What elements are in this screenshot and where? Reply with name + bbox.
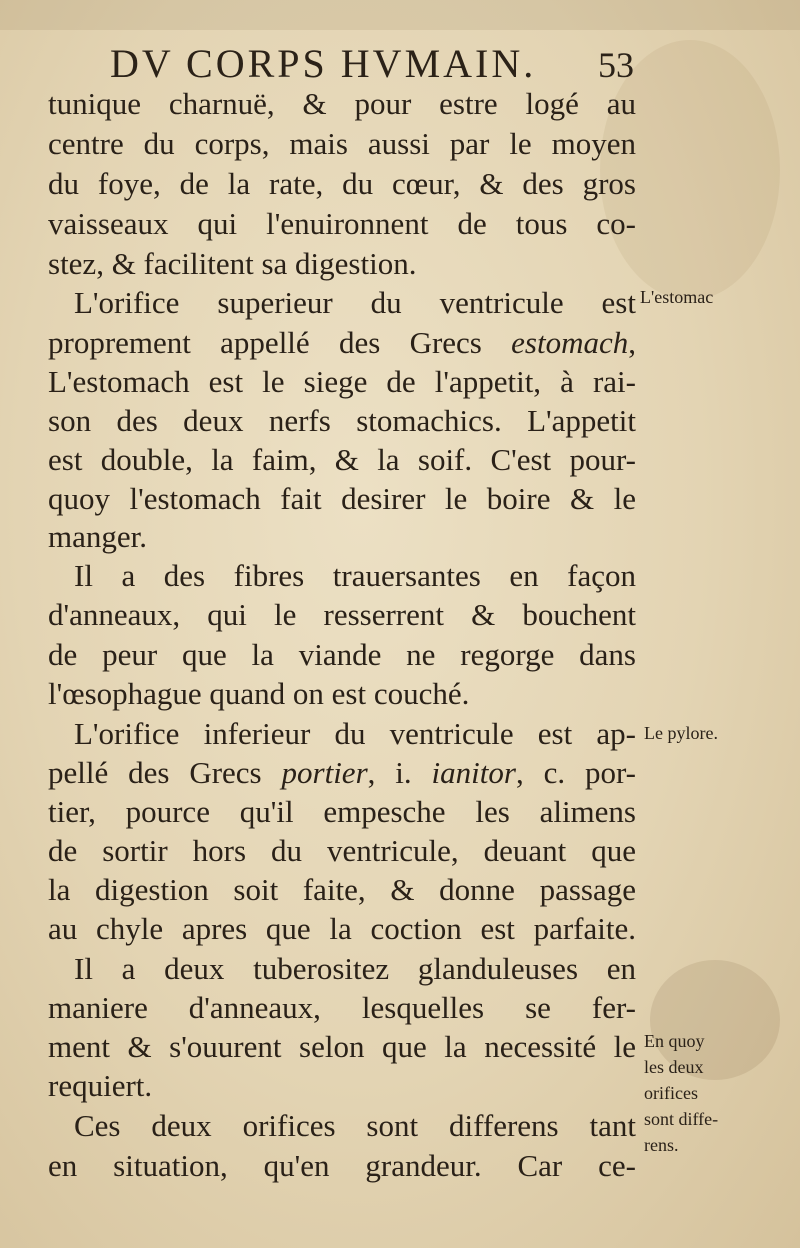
text-line: Il a des fibres trauersantes en façon xyxy=(74,558,636,593)
text-line: la digestion soit faite, & donne passage xyxy=(48,872,636,907)
page-number: 53 xyxy=(598,45,634,85)
text-segment: , c. por- xyxy=(515,755,636,790)
margin-note-pylore: Le pylore. xyxy=(644,723,718,743)
text-line: est double, la faim, & la soif. C'est pour- xyxy=(48,442,636,477)
text-line: de peur que la viande ne regorge dans xyxy=(48,637,636,672)
margin-note-orifices-line: sont diffe- xyxy=(644,1109,719,1129)
text-segment: proprement appellé des Grecs xyxy=(48,325,512,360)
text-line: quoy l'estomach fait desirer le boire & le xyxy=(48,481,636,516)
italic-term: ianitor xyxy=(431,755,516,790)
margin-note-orifices-line: les deux xyxy=(644,1057,704,1077)
text-line: Il a deux tuberositez glanduleuses en xyxy=(74,951,636,986)
italic-term: estomach xyxy=(511,325,629,360)
text-segment: , xyxy=(628,325,636,360)
text-line: l'œsophague quand on est couché. xyxy=(48,676,470,711)
text-segment: , i. xyxy=(367,755,432,790)
margin-note-estomac: L'estomac xyxy=(640,287,714,307)
text-line: vaisseaux qui l'enuironnent de tous co- xyxy=(48,206,636,241)
text-line: son des deux nerfs stomachics. L'appetit xyxy=(48,403,636,438)
text-segment: pellé des Grecs xyxy=(48,755,282,790)
text-line: centre du corps, mais aussi par le moyen xyxy=(48,126,636,161)
running-header xyxy=(110,40,670,87)
text-line xyxy=(48,755,636,791)
text-line: au chyle apres que la coction est parfaite. xyxy=(48,911,636,946)
text-line: L'orifice superieur du ventricule est xyxy=(74,285,636,320)
text-line: maniere d'anneaux, lesquelles se fer- xyxy=(48,990,636,1025)
text-line: de sortir hors du ventricule, deuant que xyxy=(48,833,636,868)
text-line: manger. xyxy=(48,519,147,554)
text-line: tunique charnuë, & pour estre logé au xyxy=(48,86,636,121)
text-line: requiert. xyxy=(48,1068,153,1103)
text-line: ment & s'ouurent selon que la necessité le xyxy=(48,1029,636,1064)
text-line: L'estomach est le siege de l'appetit, à rai- xyxy=(48,364,636,399)
text-line xyxy=(48,325,636,361)
margin-note-orifices-line: En quoy xyxy=(644,1031,705,1051)
text-line: d'anneaux, qui le resserrent & bouchent xyxy=(48,597,636,632)
text-line: du foye, de la rate, du cœur, & des gros xyxy=(48,166,636,201)
text-line: stez, & facilitent sa digestion. xyxy=(48,246,417,281)
text-line: L'orifice inferieur du ventricule est ap- xyxy=(74,716,636,751)
text-line: en situation, qu'en grandeur. Car ce- xyxy=(48,1148,636,1183)
running-title: DV CORPS HVMAIN. xyxy=(110,41,537,86)
margin-note-orifices-line: orifices xyxy=(644,1083,698,1103)
page-edge-shadow xyxy=(0,0,800,30)
text-line: tier, pource qu'il empesche les alimens xyxy=(48,794,636,829)
italic-term: portier xyxy=(281,755,368,790)
text-line: Ces deux orifices sont differens tant xyxy=(74,1108,636,1143)
margin-note-orifices-line: rens. xyxy=(644,1135,679,1155)
